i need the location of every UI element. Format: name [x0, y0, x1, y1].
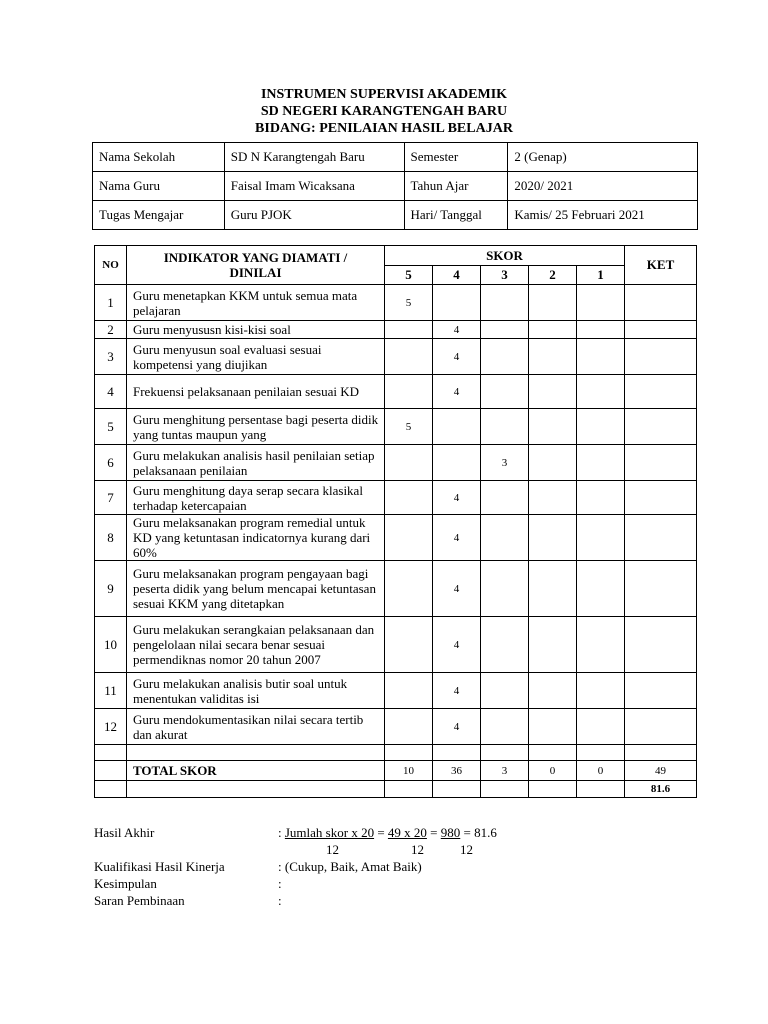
final-empty-cell	[385, 781, 433, 798]
row-score	[481, 481, 529, 515]
row-score	[577, 481, 625, 515]
row-score	[577, 673, 625, 709]
info-label2: Semester	[404, 143, 508, 172]
row-score	[481, 515, 529, 561]
row-score: 4	[433, 561, 481, 617]
info-label1: Nama Guru	[93, 172, 225, 201]
row-score	[385, 561, 433, 617]
document-title-block	[0, 86, 768, 137]
row-score	[577, 339, 625, 375]
row-indicator: Guru menyusun soal evaluasi sesuai kompetensi yang diujikan	[127, 339, 385, 375]
row-score: 4	[433, 339, 481, 375]
final-empty-cell	[433, 781, 481, 798]
row-number: 4	[95, 375, 127, 409]
row-number: 9	[95, 561, 127, 617]
hasil-akhir-formula: : Jumlah skor x 20 = 49 x 20 = 980 = 81.6	[278, 825, 497, 840]
formula-denominator-1: 12	[326, 842, 339, 857]
row-number: 3	[95, 339, 127, 375]
row-number: 5	[95, 409, 127, 445]
final-score: 81.6	[625, 781, 697, 798]
row-score	[577, 375, 625, 409]
row-score	[577, 285, 625, 321]
formula-denominator-2: 12	[411, 842, 424, 857]
indicator-row	[95, 561, 697, 617]
row-score	[481, 673, 529, 709]
row-ket	[625, 409, 697, 445]
info-value1: Guru PJOK	[224, 201, 404, 230]
indicator-row	[95, 321, 697, 339]
row-score	[481, 561, 529, 617]
row-number: 1	[95, 285, 127, 321]
indicator-row	[95, 285, 697, 321]
row-score	[529, 481, 577, 515]
total-score: 10	[385, 761, 433, 781]
header-score-col: 4	[433, 266, 481, 285]
indicator-row	[95, 445, 697, 481]
row-score	[529, 445, 577, 481]
total-score: 3	[481, 761, 529, 781]
header-skor: SKOR	[385, 246, 625, 266]
row-indicator: Guru mendokumentasikan nilai secara tertib dan akurat	[127, 709, 385, 745]
info-value2: 2020/ 2021	[508, 172, 698, 201]
row-score	[529, 321, 577, 339]
row-indicator: Guru menghitung daya serap secara klasikal terhadap ketercapaian	[127, 481, 385, 515]
indicator-row	[95, 709, 697, 745]
total-label: TOTAL SKOR	[127, 761, 385, 781]
final-empty-cell	[127, 781, 385, 798]
empty-cell	[433, 745, 481, 761]
kualifikasi-label: Kualifikasi Hasil Kinerja	[94, 859, 225, 874]
row-score	[481, 285, 529, 321]
total-score: 0	[577, 761, 625, 781]
row-score: 4	[433, 515, 481, 561]
row-score: 4	[433, 617, 481, 673]
info-value1: SD N Karangtengah Baru	[224, 143, 404, 172]
row-indicator: Guru menghitung persentase bagi peserta didik yang tuntas maupun yang	[127, 409, 385, 445]
row-score	[481, 375, 529, 409]
title-line-3: BIDANG: PENILAIAN HASIL BELAJAR	[255, 121, 513, 136]
empty-cell	[385, 745, 433, 761]
row-number: 10	[95, 617, 127, 673]
info-label2: Hari/ Tanggal	[404, 201, 508, 230]
row-indicator: Guru melakukan serangkaian pelaksanaan dan pengelolaan nilai secara benar sesuai permendiknas nomor 20 tahun 2007	[127, 617, 385, 673]
saran-label: Saran Pembinaan	[94, 893, 185, 908]
row-score	[577, 445, 625, 481]
row-score: 4	[433, 673, 481, 709]
indicator-row	[95, 339, 697, 375]
row-score	[433, 445, 481, 481]
kesimpulan-label: Kesimpulan	[94, 876, 157, 891]
saran-value: :	[278, 893, 282, 908]
row-score: 5	[385, 409, 433, 445]
row-number: 2	[95, 321, 127, 339]
row-score	[577, 515, 625, 561]
formula-numerator-3: 980	[440, 825, 461, 840]
score-table	[94, 245, 697, 798]
row-ket	[625, 709, 697, 745]
empty-cell	[481, 745, 529, 761]
row-number: 12	[95, 709, 127, 745]
info-value2: 2 (Genap)	[508, 143, 698, 172]
final-empty-cell	[481, 781, 529, 798]
row-score	[529, 375, 577, 409]
row-indicator: Guru menetapkan KKM untuk semua mata pelajaran	[127, 285, 385, 321]
info-table	[92, 142, 698, 230]
final-empty-cell	[529, 781, 577, 798]
header-no: NO	[95, 246, 127, 285]
row-ket	[625, 285, 697, 321]
row-score	[577, 321, 625, 339]
row-score	[529, 515, 577, 561]
info-row	[93, 172, 698, 201]
header-score-col: 5	[385, 266, 433, 285]
final-empty-cell	[577, 781, 625, 798]
total-row	[95, 761, 697, 781]
row-score	[385, 481, 433, 515]
row-ket	[625, 339, 697, 375]
row-ket	[625, 515, 697, 561]
row-indicator: Guru melakukan analisis butir soal untuk menentukan validitas isi	[127, 673, 385, 709]
info-row	[93, 143, 698, 172]
row-ket	[625, 375, 697, 409]
row-score	[385, 339, 433, 375]
kesimpulan-value: :	[278, 876, 282, 891]
formula-result: = 81.6	[460, 825, 497, 840]
row-ket	[625, 561, 697, 617]
row-number: 8	[95, 515, 127, 561]
row-score: 5	[385, 285, 433, 321]
header-score-col: 2	[529, 266, 577, 285]
row-number: 11	[95, 673, 127, 709]
row-score	[385, 709, 433, 745]
final-empty-cell	[95, 781, 127, 798]
row-score	[433, 285, 481, 321]
row-score	[577, 409, 625, 445]
row-indicator: Guru melaksanakan program pengayaan bagi peserta didik yang belum mencapai ketuntasan sesuai KKM yang ditetapkan	[127, 561, 385, 617]
row-score	[385, 515, 433, 561]
row-score	[481, 709, 529, 745]
header-ket: KET	[625, 246, 697, 285]
row-score	[481, 617, 529, 673]
row-ket	[625, 481, 697, 515]
header-indicator: INDIKATOR YANG DIAMATI / DINILAI	[127, 246, 385, 285]
row-score	[529, 285, 577, 321]
row-score	[385, 375, 433, 409]
row-score	[529, 339, 577, 375]
row-score	[385, 445, 433, 481]
empty-cell	[95, 745, 127, 761]
row-score: 3	[481, 445, 529, 481]
indicator-row	[95, 515, 697, 561]
title-line-2: SD NEGERI KARANGTENGAH BARU	[260, 104, 508, 119]
row-score	[481, 409, 529, 445]
row-score	[481, 339, 529, 375]
formula-numerator-2: 49 x 20	[387, 825, 427, 840]
final-row	[95, 781, 697, 798]
row-score	[577, 617, 625, 673]
row-score	[385, 321, 433, 339]
row-score	[577, 709, 625, 745]
row-ket	[625, 445, 697, 481]
indicator-row	[95, 481, 697, 515]
kualifikasi-value: : (Cukup, Baik, Amat Baik)	[278, 859, 422, 874]
indicator-row	[95, 409, 697, 445]
header-score-col: 3	[481, 266, 529, 285]
info-value2: Kamis/ 25 Februari 2021	[508, 201, 698, 230]
hasil-akhir-label: Hasil Akhir	[94, 825, 155, 840]
total-no-cell	[95, 761, 127, 781]
row-ket	[625, 617, 697, 673]
row-score: 4	[433, 321, 481, 339]
info-label2: Tahun Ajar	[404, 172, 508, 201]
row-score	[529, 409, 577, 445]
row-score	[385, 617, 433, 673]
row-score: 4	[433, 709, 481, 745]
row-indicator: Frekuensi pelaksanaan penilaian sesuai KD	[127, 375, 385, 409]
empty-cell	[577, 745, 625, 761]
row-number: 6	[95, 445, 127, 481]
indicator-row	[95, 617, 697, 673]
title-line-1: INSTRUMEN SUPERVISI AKADEMIK	[260, 87, 508, 102]
header-score-col: 1	[577, 266, 625, 285]
indicator-row	[95, 673, 697, 709]
row-score	[433, 409, 481, 445]
row-score	[529, 709, 577, 745]
total-ket: 49	[625, 761, 697, 781]
empty-cell	[127, 745, 385, 761]
row-ket	[625, 321, 697, 339]
indicator-row	[95, 375, 697, 409]
row-score	[529, 561, 577, 617]
row-ket	[625, 673, 697, 709]
info-row	[93, 201, 698, 230]
total-score: 36	[433, 761, 481, 781]
info-value1: Faisal Imam Wicaksana	[224, 172, 404, 201]
row-score: 4	[433, 481, 481, 515]
row-score: 4	[433, 375, 481, 409]
formula-numerator-1: Jumlah skor x 20	[284, 825, 375, 840]
formula-denominator-3: 12	[460, 842, 473, 857]
empty-cell	[529, 745, 577, 761]
row-indicator: Guru menyususn kisi-kisi soal	[127, 321, 385, 339]
row-score	[481, 321, 529, 339]
row-score	[529, 617, 577, 673]
row-indicator: Guru melaksanakan program remedial untuk KD yang ketuntasan indicatornya kurang dari 60%	[127, 515, 385, 561]
row-score	[529, 673, 577, 709]
empty-row	[95, 745, 697, 761]
row-score	[385, 673, 433, 709]
row-indicator: Guru melakukan analisis hasil penilaian setiap pelaksanaan penilaian	[127, 445, 385, 481]
empty-cell	[625, 745, 697, 761]
row-score	[577, 561, 625, 617]
info-label1: Tugas Mengajar	[93, 201, 225, 230]
total-score: 0	[529, 761, 577, 781]
info-label1: Nama Sekolah	[93, 143, 225, 172]
row-number: 7	[95, 481, 127, 515]
